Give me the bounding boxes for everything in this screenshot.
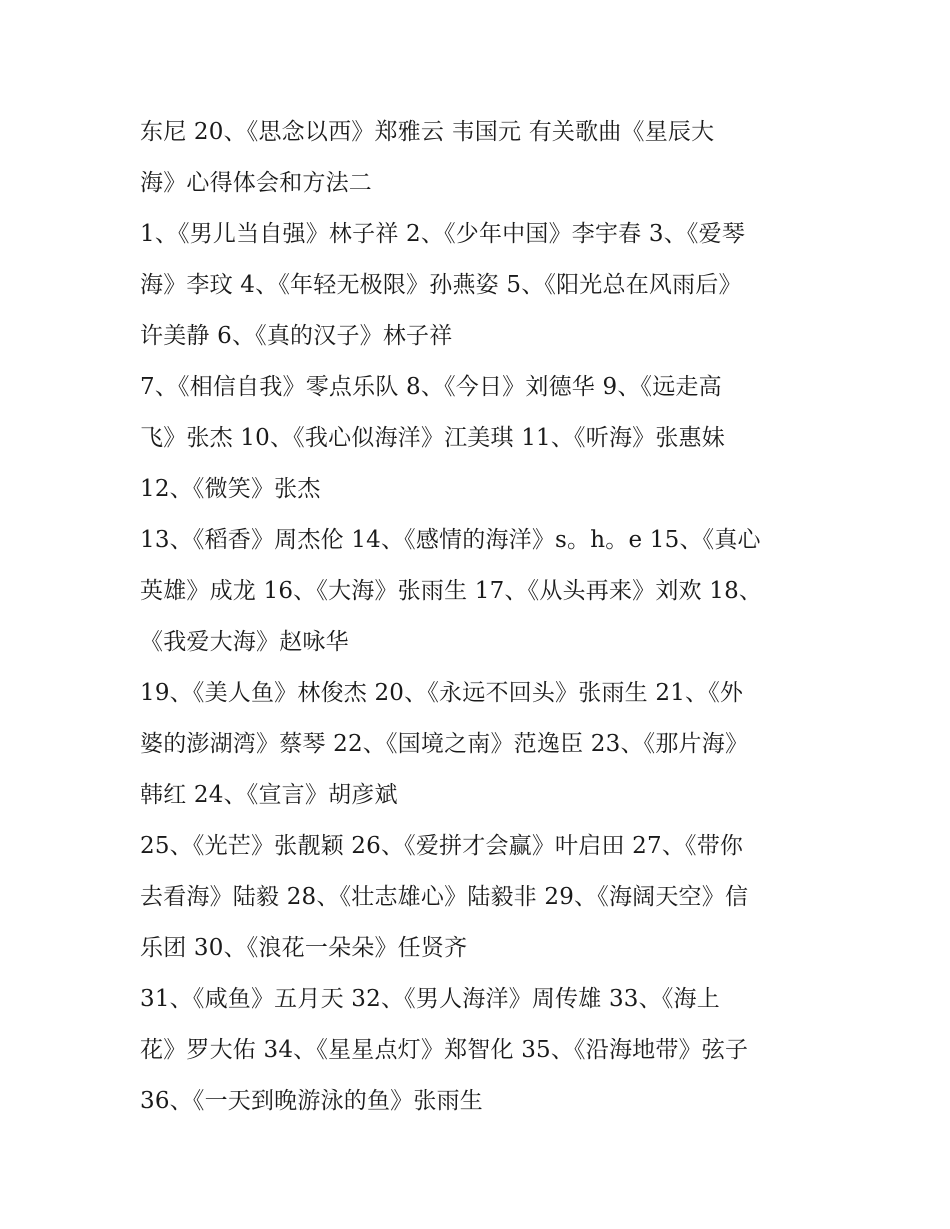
text-line: 海》李玟 4、《年轻无极限》孙燕姿 5、《阳光总在风雨后》 [140,272,742,298]
document-body [140,107,820,1127]
text-line: 19、《美人鱼》林俊杰 20、《永远不回头》张雨生 21、《外 [140,680,744,706]
text-line: 英雄》成龙 16、《大海》张雨生 17、《从头再来》刘欢 18、 [140,578,763,604]
text-line: 1、《男儿当自强》林子祥 2、《少年中国》李宇春 3、《爱琴 [140,221,746,247]
text-line: 花》罗大佑 34、《星星点灯》郑智化 35、《沿海地带》弦子 [140,1037,749,1063]
text-line: 韩红 24、《宣言》胡彦斌 [140,782,398,808]
text-line: 13、《稻香》周杰伦 14、《感情的海洋》s。h。e 15、《真心 [140,527,761,553]
text-line: 东尼 20、《思念以西》郑雅云 韦国元 有关歌曲《星辰大 [140,119,715,145]
text-line: 许美静 6、《真的汉子》林子祥 [140,323,453,349]
text-line: 飞》张杰 10、《我心似海洋》江美琪 11、《听海》张惠妹 [140,425,725,451]
text-line: 25、《光芒》张靓颖 26、《爱拼才会赢》叶启田 27、《带你 [140,833,744,859]
text-line: 12、《微笑》张杰 [140,476,321,502]
text-line: 海》心得体会和方法二 [140,170,372,196]
text-line: 7、《相信自我》零点乐队 8、《今日》刘德华 9、《远走高 [140,374,722,400]
text-line: 36、《一天到晚游泳的鱼》张雨生 [140,1088,483,1114]
text-line: 婆的澎湖湾》蔡琴 22、《国境之南》范逸臣 23、《那片海》 [140,731,749,757]
text-line: 《我爱大海》赵咏华 [140,629,349,655]
text-line: 31、《咸鱼》五月天 32、《男人海洋》周传雄 33、《海上 [140,986,720,1012]
text-line: 乐团 30、《浪花一朵朵》任贤齐 [140,935,468,961]
text-line: 去看海》陆毅 28、《壮志雄心》陆毅非 29、《海阔天空》信 [140,884,749,910]
